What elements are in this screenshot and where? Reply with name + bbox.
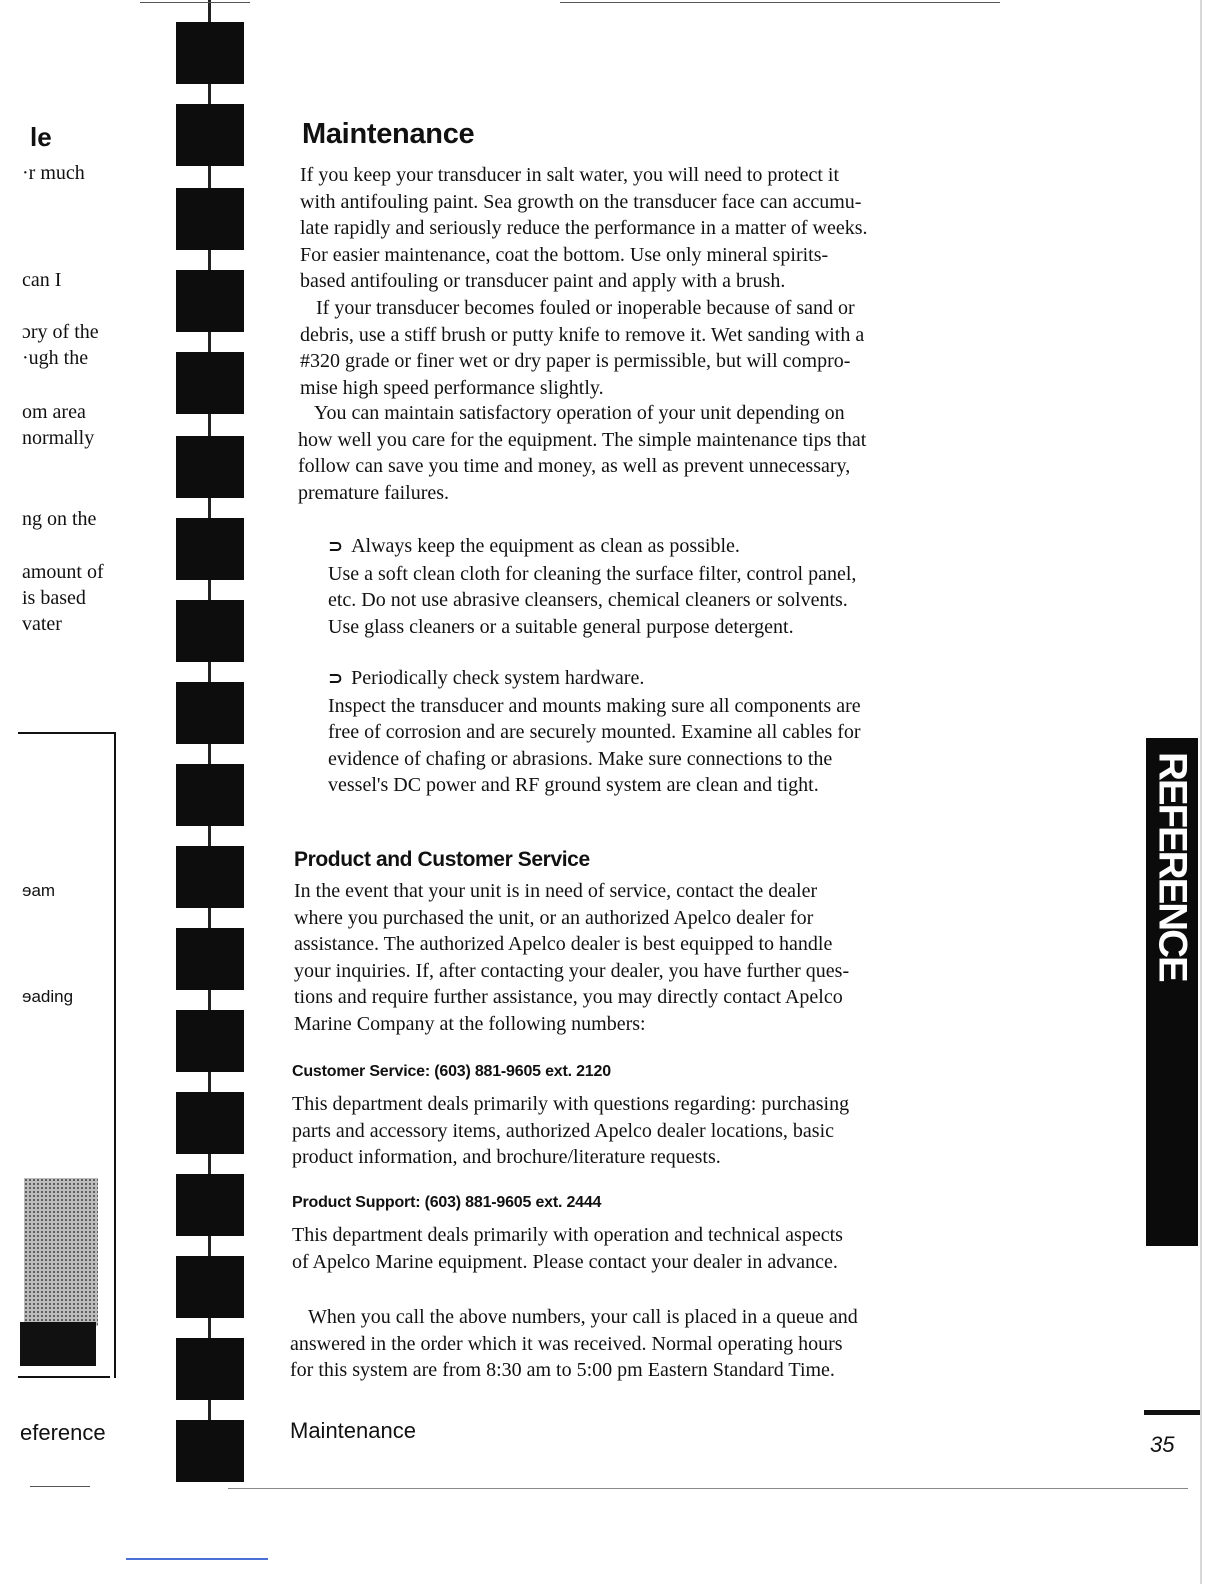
binding-tab: [176, 1174, 244, 1236]
customer-service-paragraph: [292, 1091, 849, 1171]
scan-artifact: [126, 1558, 268, 1560]
left-text-fragment: ·ugh the: [22, 347, 89, 369]
left-page-footer: eference: [20, 1420, 106, 1445]
binding-tab: [176, 928, 244, 990]
binding-tab: [176, 436, 244, 498]
text-line: You can maintain satisfactory operation of your unit depending on: [314, 402, 845, 424]
text-line: your inquiries. If, after contacting your dealer, you have further ques-: [294, 959, 850, 982]
product-support-phone: Product Support: (603) 881-9605 ext. 2444: [292, 1194, 602, 1211]
text-line: premature failures.: [298, 481, 450, 504]
binding-tab: [176, 846, 244, 908]
text-line: vessel's DC power and RF ground system are clean and tight.: [328, 774, 819, 796]
page-number: 35: [1150, 1432, 1175, 1457]
binding-tab: [176, 764, 244, 826]
page-number-rule: [1144, 1410, 1200, 1415]
page-title: Maintenance: [302, 118, 475, 150]
text-line: This department deals primarily with operation and technical aspects: [292, 1224, 843, 1246]
text-line: etc. Do not use abrasive cleansers, chemical cleaners or solvents.: [328, 589, 848, 611]
service-paragraph: [294, 878, 849, 1037]
left-text-fragment: amount of: [22, 561, 104, 583]
text-line: mise high speed performance slightly.: [300, 376, 604, 399]
binding-tab: [176, 270, 244, 332]
left-box-rule: [18, 732, 116, 734]
left-text-fragment: ·r much: [22, 162, 85, 184]
text-line: late rapidly and seriously reduce the performance in a matter of weeks.: [300, 217, 868, 239]
product-support-paragraph: [292, 1222, 843, 1275]
page-edge: [1200, 0, 1202, 1584]
scan-artifact: [30, 1486, 90, 1487]
binding-tab: [176, 22, 244, 84]
text-line: Use a soft clean cloth for cleaning the surface filter, control panel,: [328, 562, 857, 585]
customer-service-phone: Customer Service: (603) 881-9605 ext. 2120: [292, 1063, 611, 1080]
binding-tab: [176, 1420, 244, 1482]
binding-tab: [176, 518, 244, 580]
text-line: evidence of chafing or abrasions. Make sure connections to the: [328, 747, 833, 770]
bullet-arrow-icon: ⊃: [328, 668, 344, 689]
text-line: follow can save you time and money, as well as prevent unnecessary,: [298, 455, 851, 477]
reference-edge-tab: [1146, 738, 1198, 1246]
scan-artifact: [560, 2, 1000, 3]
text-line: When you call the above numbers, your call is placed in a queue and: [308, 1306, 858, 1328]
binding-tab: [176, 1256, 244, 1318]
text-line: of Apelco Marine equipment. Please contact your dealer in advance.: [292, 1250, 838, 1273]
fouled-paragraph: [300, 295, 864, 401]
footer-section-name: Maintenance: [290, 1418, 416, 1443]
left-text-fragment: can I: [22, 269, 62, 291]
tip-item: [328, 665, 861, 799]
left-text-fragment: normally: [22, 427, 95, 449]
binding-tab: [176, 352, 244, 414]
left-text-fragment: om area: [22, 401, 86, 423]
text-line: Use glass cleaners or a suitable general purpose detergent.: [328, 615, 794, 638]
satisfactory-paragraph: [298, 400, 866, 506]
text-line: product information, and brochure/literature requests.: [292, 1146, 721, 1168]
text-line: tions and require further assistance, you may directly contact Apelco: [294, 986, 843, 1008]
scan-artifact: [140, 2, 250, 3]
left-text-fragment: ɘading: [22, 987, 74, 1006]
text-line: #320 grade or finer wet or dry paper is permissible, but will compro-: [300, 350, 851, 372]
text-line: based antifouling or transducer paint and apply with a brush.: [300, 270, 786, 292]
left-text-fragment: vater: [22, 613, 62, 635]
left-box-rule: [18, 1376, 110, 1378]
text-line: debris, use a stiff brush or putty knife to remove it. Wet sanding with a: [300, 323, 865, 346]
edge-tab-label: REFERENCE: [1150, 752, 1195, 981]
binding-tab: [176, 600, 244, 662]
binding-tab: [176, 1092, 244, 1154]
halftone-image-fragment: [24, 1178, 98, 1326]
text-line: Marine Company at the following numbers:: [294, 1012, 646, 1035]
left-page-heading-fragment: le: [30, 122, 52, 152]
left-text-fragment: ng on the: [22, 508, 97, 530]
text-line: answered in the order which it was received. Normal operating hours: [290, 1332, 843, 1355]
text-line: Inspect the transducer and mounts making sure all components are: [328, 694, 861, 717]
left-text-fragment: ɔry of the: [22, 321, 99, 343]
tip-heading: Always keep the equipment as clean as possible.: [351, 535, 740, 557]
binding-tab: [176, 1338, 244, 1400]
closing-paragraph: [290, 1304, 858, 1384]
text-line: In the event that your unit is in need of service, contact the dealer: [294, 880, 818, 902]
text-line: for this system are from 8:30 am to 5:00 pm Eastern Standard Time.: [290, 1359, 835, 1381]
text-line: If your transducer becomes fouled or inoperable because of sand or: [316, 297, 855, 319]
text-line: If you keep your transducer in salt water, you will need to protect it: [300, 164, 840, 186]
intro-paragraph: [300, 162, 868, 295]
scan-artifact: [228, 1488, 1188, 1489]
text-line: with antifouling paint. Sea growth on the transducer face can accumu-: [300, 190, 862, 213]
text-line: This department deals primarily with questions regarding: purchasing: [292, 1093, 850, 1115]
text-line: how well you care for the equipment. The simple maintenance tips that: [298, 428, 867, 451]
left-text-fragment: ɘam: [22, 881, 56, 900]
left-text-fragment: is based: [22, 587, 86, 609]
binding-tab: [176, 682, 244, 744]
service-section-heading: Product and Customer Service: [294, 848, 590, 871]
text-line: free of corrosion and are securely mounted. Examine all cables for: [328, 721, 861, 743]
text-line: assistance. The authorized Apelco dealer is best equipped to handle: [294, 933, 833, 955]
left-box-rule: [114, 732, 116, 1378]
text-line: parts and accessory items, authorized Apelco dealer locations, basic: [292, 1119, 835, 1142]
binding-tab: [176, 188, 244, 250]
binding-tab: [176, 104, 244, 166]
tip-heading: Periodically check system hardware.: [351, 667, 645, 689]
tip-item: [328, 533, 856, 640]
bullet-arrow-icon: ⊃: [328, 536, 344, 557]
text-line: where you purchased the unit, or an authorized Apelco dealer for: [294, 906, 814, 929]
dark-image-fragment: [20, 1322, 96, 1366]
binding-tab: [176, 1010, 244, 1072]
text-line: For easier maintenance, coat the bottom. Use only mineral spirits-: [300, 243, 829, 266]
